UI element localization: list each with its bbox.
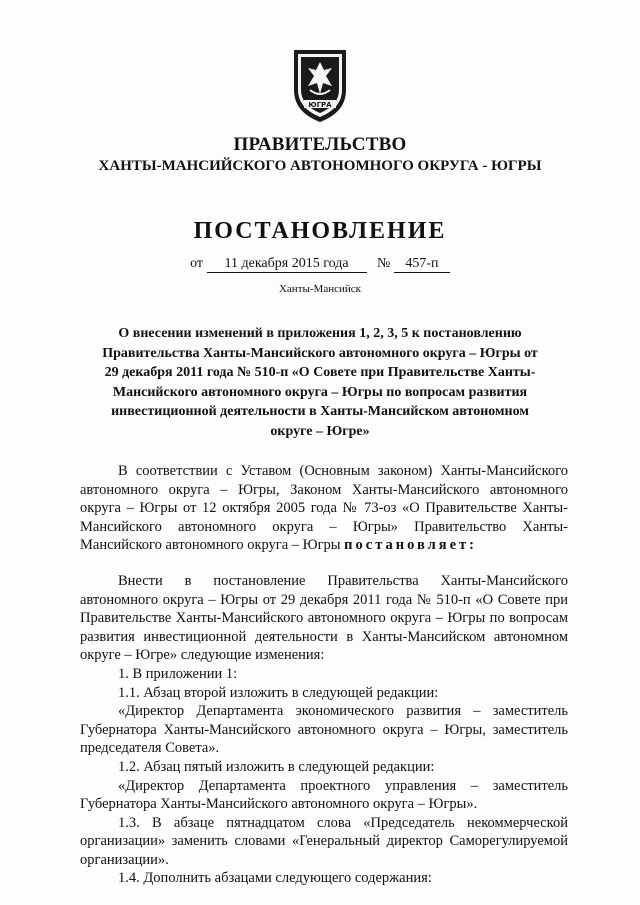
resolves-text: постановляет: bbox=[344, 537, 477, 554]
body-paragraph: «Директор Департамента экономического развития – заместитель Губернатора Ханты-Мансийского автономного округа – Югры, заместитель председателя Совета». bbox=[80, 703, 568, 757]
body-paragraph: 1. В приложении 1: bbox=[118, 665, 238, 682]
date-line bbox=[0, 256, 640, 273]
government-name: ПРАВИТЕЛЬСТВО bbox=[233, 134, 407, 155]
body-paragraph: «Директор Департамента проектного управления – заместитель Губернатора Ханты-Мансийского автономного округа – Югры». bbox=[80, 777, 568, 813]
document-type: ПОСТАНОВЛЕНИЕ bbox=[193, 218, 447, 244]
body-paragraph: 1.3. В абзаце пятнадцатом слова «Председатель некоммерческой организации» заменить словами «Генеральный директор Саморегулируемой организации». bbox=[80, 814, 568, 868]
coat-of-arms-icon bbox=[288, 46, 352, 124]
number-prefix: № bbox=[377, 256, 391, 271]
number-value: 457-п bbox=[394, 256, 450, 273]
city: Ханты-Мансийск bbox=[278, 283, 361, 295]
body-paragraph: 1.2. Абзац пятый изложить в следующей редакции: bbox=[118, 758, 435, 775]
date-prefix: от bbox=[190, 256, 204, 271]
body-paragraph: Внести в постановление Правительства Ханты-Мансийского автономного округа – Югры от 29 декабря 2011 года № 510-п «О Совете при Правительстве Ханты-Мансийского автономного округа – Югры по вопросам развития инвестиционной деятельности в Ханты-Мансийском автономном округе – Югре» следующие изменения: bbox=[80, 572, 568, 664]
document-body bbox=[80, 462, 568, 888]
government-region: ХАНТЫ-МАНСИЙСКОГО АВТОНОМНОГО ОКРУГА - ЮГРЫ bbox=[98, 158, 542, 174]
date-value: 11 декабря 2015 года bbox=[207, 256, 367, 273]
document-subject: О внесении изменений в приложения 1, 2, 3, 5 к постановлению Правительства Ханты-Мансийского автономного округа – Югры от 29 декабря 2011 года № 510-п «О Совете при Правительстве Ханты-Мансийского автономного округа – Югры по вопросам развития инвестиционной деятельности в Ханты-Мансийском автономном округе – Югре» bbox=[102, 326, 538, 439]
emblem-text: ЮГРА bbox=[308, 101, 332, 109]
body-paragraph: 1.1. Абзац второй изложить в следующей редакции: bbox=[118, 684, 439, 701]
preamble-paragraph bbox=[80, 462, 568, 555]
body-paragraph: 1.4. Дополнить абзацами следующего содержания: bbox=[118, 870, 432, 887]
preamble-text: В соответствии с Уставом (Основным законом) Ханты-Мансийского автономного округа – Югры, Законом Ханты-Мансийского автономного округа – Югры от 12 октября 2005 года № 73-оз «О Правительстве Ханты-Мансийского автономного округа – Югры» Правительство Ханты-Мансийского автономного округа – Югры bbox=[80, 463, 568, 554]
